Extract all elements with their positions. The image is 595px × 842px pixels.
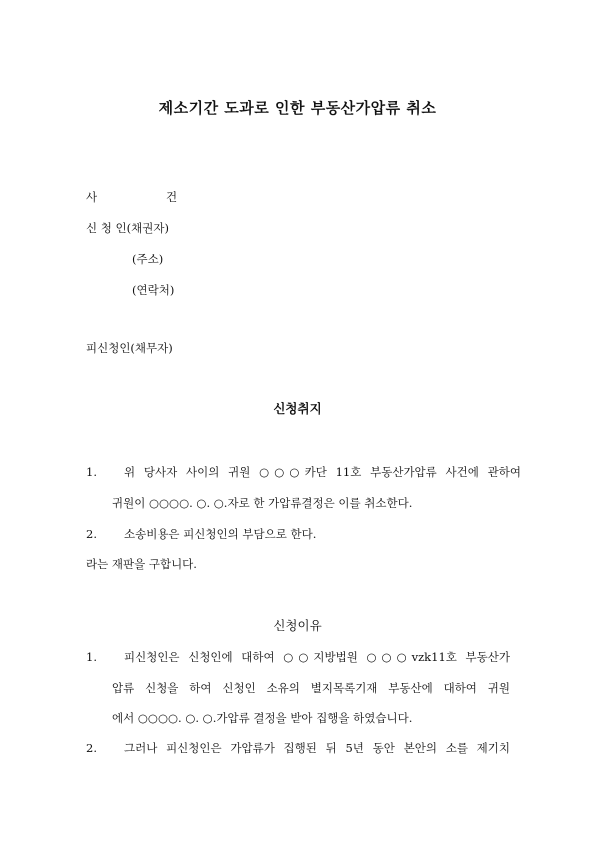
purpose-closing: 라는 재판을 구합니다. [86,557,197,571]
reason-item-2-line1: 그러나 피신청인은 가압류가 집행된 뒤 5년 동안 본안의 소를 제기치 [124,741,510,755]
reason-item-1-line1: 피신청인은 신청인에 대하여 ○○지방법원 ○○○vzk11호 부동산가 [124,650,510,664]
respondent-label: 피신청인(채무자) [86,341,173,355]
reason-item-1-number: 1. [86,650,97,664]
contact-label: (연락처) [132,283,175,297]
document-title: 제소기간 도과로 인한 부동산가압류 취소 [158,99,437,117]
reason-item-2-number: 2. [86,741,97,755]
purpose-item-2-line1: 소송비용은 피신청인의 부담으로 한다. [124,527,317,541]
applicant-label: 신 청 인(채권자) [86,221,169,235]
reason-item-1-line2: 압류 신청을 하여 신청인 소유의 별지목록기재 부동산에 대하여 귀원 [112,681,510,695]
address-label: (주소) [132,252,164,266]
reasons-heading: 신청이유 [273,618,322,633]
purpose-heading: 신청취지 [273,401,322,416]
case-label-part1: 사 [86,190,98,204]
reason-item-1-line3: 에서 ○○○○. ○. ○.가압류 결정을 받아 집행을 하였습니다. [112,711,413,725]
purpose-item-1-line2: 귀원이 ○○○○. ○. ○.자로 한 가압류결정은 이를 취소한다. [112,496,413,510]
purpose-item-1-number: 1. [86,465,97,479]
purpose-item-2-number: 2. [86,527,97,541]
case-label-part2: 건 [166,190,178,204]
purpose-item-1-line1: 위 당사자 사이의 귀원 ○○○카단 11호 부동산가압류 사건에 관하여 [124,465,521,479]
